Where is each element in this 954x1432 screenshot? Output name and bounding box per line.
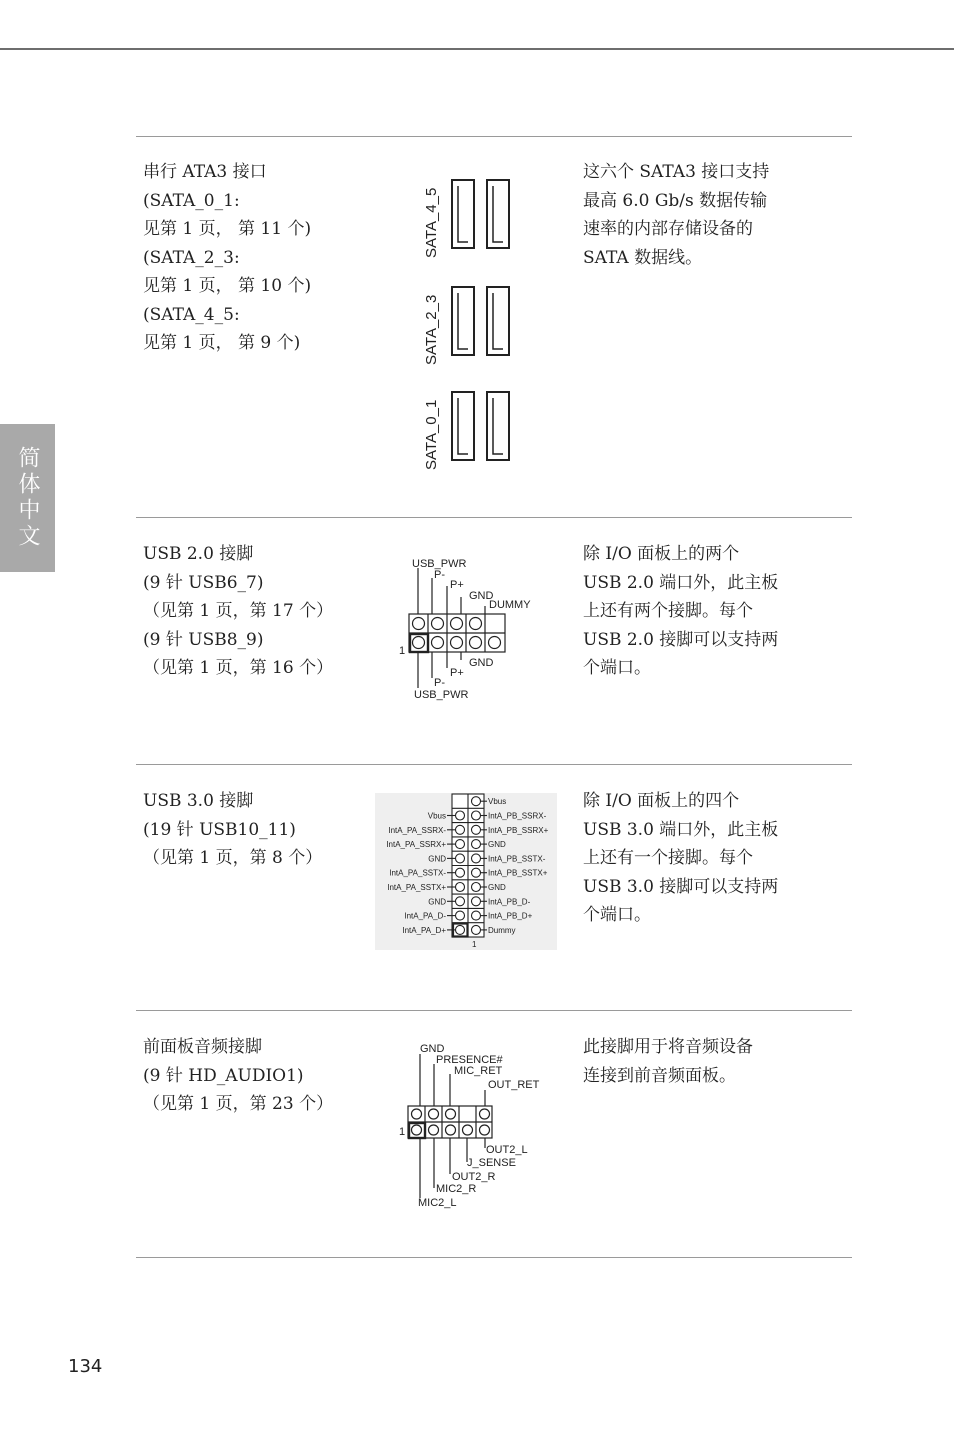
text-line: (9 针 USB6_7) xyxy=(143,572,264,593)
page-number: 134 xyxy=(68,1356,103,1377)
audio-bottom-out2-r: OUT2_R xyxy=(452,1171,496,1183)
text-line: USB 3.0 接脚可以支持两 xyxy=(583,876,779,897)
usb3-left-pa-d-plus: IntA_PA_D+ xyxy=(402,925,446,935)
audio-title: 前面板音频接脚 xyxy=(143,1037,262,1057)
usb3-left-pa-ssrx-minus: IntA_PA_SSRX- xyxy=(388,825,446,835)
sata-0-1-label: SATA_0_1 xyxy=(423,399,440,470)
audio-top-mic-ret: MIC_RET xyxy=(454,1065,503,1077)
usb3-right-gnd-1: GND xyxy=(488,840,506,850)
section-divider xyxy=(136,1010,852,1011)
text-line: 上还有两个接脚。每个 xyxy=(583,601,753,621)
text-line: （见第 1 页，第 8 个） xyxy=(143,848,323,868)
usb3-right-pb-ssrx-plus: IntA_PB_SSRX+ xyxy=(488,825,549,835)
text-line: (SATA_0_1: xyxy=(143,190,240,211)
text-line: 上还有一个接脚。每个 xyxy=(583,848,753,868)
text-line: USB 2.0 端口外，此主板 xyxy=(583,572,779,593)
usb3-left-pa-sstx-minus: IntA_PA_SSTX- xyxy=(389,868,446,878)
usb2-header-diagram xyxy=(396,552,546,704)
usb2-pin1-label: 1 xyxy=(399,645,406,657)
usb3-left-pa-ssrx-plus: IntA_PA_SSRX+ xyxy=(386,840,446,850)
text-line: USB 3.0 端口外，此主板 xyxy=(583,819,779,840)
usb3-description-left xyxy=(143,787,322,873)
usb2-top-p-plus: P+ xyxy=(450,579,464,591)
audio-description-right xyxy=(583,1033,753,1090)
sata-title: 串行 ATA3 接口 xyxy=(143,162,267,182)
usb2-title: USB 2.0 接脚 xyxy=(143,544,254,564)
sata-description-right xyxy=(583,158,769,272)
text-line: 个端口。 xyxy=(583,658,651,678)
section-divider xyxy=(136,517,852,518)
usb2-description-right xyxy=(583,540,778,683)
text-line: 最高 6.0 Gb/s 数据传输 xyxy=(583,190,768,211)
text-line: 连接到前音频面板。 xyxy=(583,1065,736,1086)
usb3-right-gnd-2: GND xyxy=(488,883,506,892)
audio-bottom-out2-l: OUT2_L xyxy=(486,1144,528,1156)
usb2-top-p-minus: P- xyxy=(434,569,445,581)
usb3-left-gnd-1: GND xyxy=(428,854,446,864)
audio-bottom-j-sense: J_SENSE xyxy=(467,1157,516,1169)
sata-connector-diagram xyxy=(415,170,525,470)
sata-2-3-label: SATA_2_3 xyxy=(423,294,440,365)
text-line: （见第 1 页，第 23 个） xyxy=(143,1094,334,1114)
top-rule xyxy=(0,48,954,50)
usb3-pin1-label: 1 xyxy=(472,940,477,949)
text-line: SATA 数据线。 xyxy=(583,247,703,268)
text-line: (SATA_2_3: xyxy=(143,247,240,268)
usb3-right-pb-sstx-plus: IntA_PB_SSTX+ xyxy=(488,868,548,878)
usb2-top-usb-pwr: USB_PWR xyxy=(412,558,467,570)
audio-header-diagram xyxy=(398,1040,548,1210)
language-tab-label: 简体中文 xyxy=(15,446,40,550)
usb3-left-vbus: Vbus xyxy=(427,811,446,821)
text-line: (9 针 USB8_9) xyxy=(143,629,264,650)
audio-top-out-ret: OUT_RET xyxy=(488,1079,540,1091)
text-line: 见第 1 页， 第 10 个) xyxy=(143,276,312,296)
usb3-left-gnd-2: GND xyxy=(428,897,446,907)
usb3-right-dummy: Dummy xyxy=(488,925,516,935)
text-line: (SATA_4_5: xyxy=(143,304,240,325)
text-line: 此接脚用于将音频设备 xyxy=(583,1037,753,1057)
language-side-tab xyxy=(0,424,55,572)
usb3-title: USB 3.0 接脚 xyxy=(143,791,254,811)
text-line: （见第 1 页，第 16 个） xyxy=(143,658,334,678)
text-line: 除 I/O 面板上的四个 xyxy=(583,791,740,811)
text-line: 见第 1 页， 第 11 个) xyxy=(143,219,312,239)
usb2-bottom-p-minus: P- xyxy=(434,677,445,689)
text-line: 速率的内部存储设备的 xyxy=(583,219,753,239)
text-line: 个端口。 xyxy=(583,905,651,925)
sata-description-left xyxy=(143,158,311,358)
audio-bottom-mic2-l: MIC2_L xyxy=(418,1197,457,1209)
usb3-left-pa-d-minus: IntA_PA_D- xyxy=(404,911,446,921)
usb3-right-pb-d-plus: IntA_PB_D+ xyxy=(488,911,533,921)
audio-bottom-mic2-r: MIC2_R xyxy=(436,1183,477,1195)
audio-pin1-label: 1 xyxy=(399,1126,406,1138)
usb3-left-pa-sstx-plus: IntA_PA_SSTX+ xyxy=(387,883,446,892)
sata-4-5-label: SATA_4_5 xyxy=(423,187,440,258)
usb2-bottom-usb-pwr: USB_PWR xyxy=(414,689,469,701)
usb3-right-pb-d-minus: IntA_PB_D- xyxy=(488,897,531,907)
usb3-right-pb-sstx-minus: IntA_PB_SSTX- xyxy=(488,854,546,864)
section-divider xyxy=(136,136,852,137)
usb2-top-gnd: GND xyxy=(469,590,494,602)
usb2-top-dummy: DUMMY xyxy=(489,599,531,611)
text-line: (19 针 USB10_11) xyxy=(143,819,296,840)
usb3-header-diagram xyxy=(375,793,557,950)
section-divider xyxy=(136,1257,852,1258)
audio-description-left xyxy=(143,1033,333,1119)
usb3-right-vbus: Vbus xyxy=(488,797,507,807)
text-line: 见第 1 页， 第 9 个) xyxy=(143,333,301,353)
text-line: USB 2.0 接脚可以支持两 xyxy=(583,629,779,650)
section-divider xyxy=(136,764,852,765)
usb3-right-pb-ssrx-minus: IntA_PB_SSRX- xyxy=(488,811,547,821)
text-line: 除 I/O 面板上的两个 xyxy=(583,544,740,564)
usb2-bottom-gnd: GND xyxy=(469,657,494,669)
usb2-description-left xyxy=(143,540,333,683)
audio-top-gnd: GND xyxy=(420,1043,445,1055)
text-line: （见第 1 页，第 17 个） xyxy=(143,601,334,621)
text-line: 这六个 SATA3 接口支持 xyxy=(583,162,770,182)
usb2-bottom-p-plus: P+ xyxy=(450,667,464,679)
usb3-description-right xyxy=(583,787,778,930)
text-line: (9 针 HD_AUDIO1) xyxy=(143,1065,304,1086)
audio-top-presence: PRESENCE# xyxy=(436,1054,503,1066)
